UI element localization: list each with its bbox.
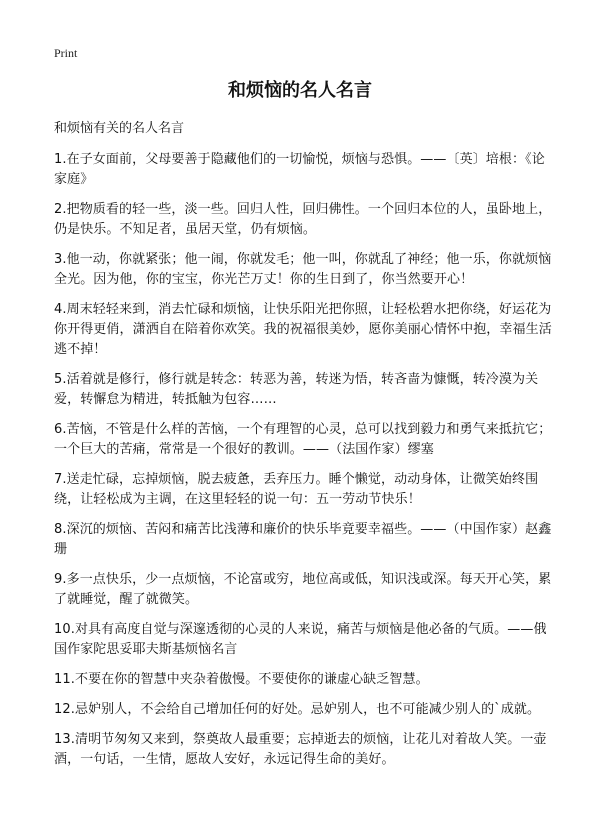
quote-item-13: 13.清明节匆匆又来到，祭奠故人最重要；忘掉逝去的烦恼，让花儿对着故人笑。一壶酒，一句话，一生情，愿故人安好，永远记得生命的美好。 — [54, 732, 547, 767]
quote-list — [54, 150, 552, 780]
quote-item-2: 2.把物质看的轻一些，淡一些。回归人性，回归佛性。一个回归本位的人，虽卧地上，仍是快乐。不知足者，虽居天堂，仍有烦恼。 — [54, 202, 552, 237]
quote-item-1: 1.在子女面前，父母要善于隐藏他们的一切愉悦，烦恼与恐惧。——〔英〕培根：《论家庭》 — [54, 152, 545, 187]
page-title: 和烦恼的名人名言 — [228, 80, 372, 101]
quote-item-4: 4.周末轻轻来到，消去忙碌和烦恼，让快乐阳光把你照，让轻松碧水把你绕，好运花为你开得更俏，潇洒自在陪着你欢笑。我的祝福很美妙，愿你美丽心情怀中抱，幸福生活逃不掉！ — [54, 302, 552, 357]
quote-item-3: 3.他一动，你就紧张；他一闹，你就发毛；他一叫，你就乱了神经；他一乐，你就烦恼全光。因为他，你的宝宝，你光芒万丈！你的生日到了，你当然要开心！ — [54, 252, 552, 287]
quote-item-9: 9.多一点快乐，少一点烦恼，不论富或穷，地位高或低，知识浅或深。每天开心笑，累了就睡觉，醒了就微笑。 — [54, 572, 552, 607]
quote-item-7: 7.送走忙碌，忘掉烦恼，脱去疲惫，丢弃压力。睡个懒觉，动动身体，让微笑始终围绕，让轻松成为主调，在这里轻轻的说一句：五一劳动节快乐！ — [54, 472, 539, 507]
quote-item-12: 12.忌妒别人，不会给自己增加任何的好处。忌妒别人，也不可能减少别人的`成就。 — [54, 702, 541, 717]
quote-item-6: 6.苦恼，不管是什么样的苦恼，一个有理智的心灵，总可以找到毅力和勇气来抵抗它；一个巨大的苦痛，常常是一个很好的教训。——（法国作家）缪塞 — [54, 422, 552, 457]
document-subtitle: 和烦恼有关的名人名言 — [54, 121, 185, 136]
quote-item-10: 10.对具有高度自觉与深邃透彻的心灵的人来说，痛苦与烦恼是他必备的气质。——俄国作家陀思妥耶夫斯基烦恼名言 — [54, 622, 547, 657]
quote-item-11: 11.不要在你的智慧中夹杂着傲慢。不要使你的谦虚心缺乏智慧。 — [54, 672, 429, 687]
quote-item-8: 8.深沉的烦恼、苦闷和痛苦比浅薄和廉价的快乐毕竟要幸福些。——（中国作家）赵鑫珊 — [54, 522, 552, 557]
quote-item-5: 5.活着就是修行，修行就是转念：转恶为善，转迷为悟，转吝啬为慷慨，转冷漠为关爱，转懈怠为精进，转抵触为包容…… — [54, 372, 539, 407]
print-link[interactable]: Print — [54, 46, 78, 60]
